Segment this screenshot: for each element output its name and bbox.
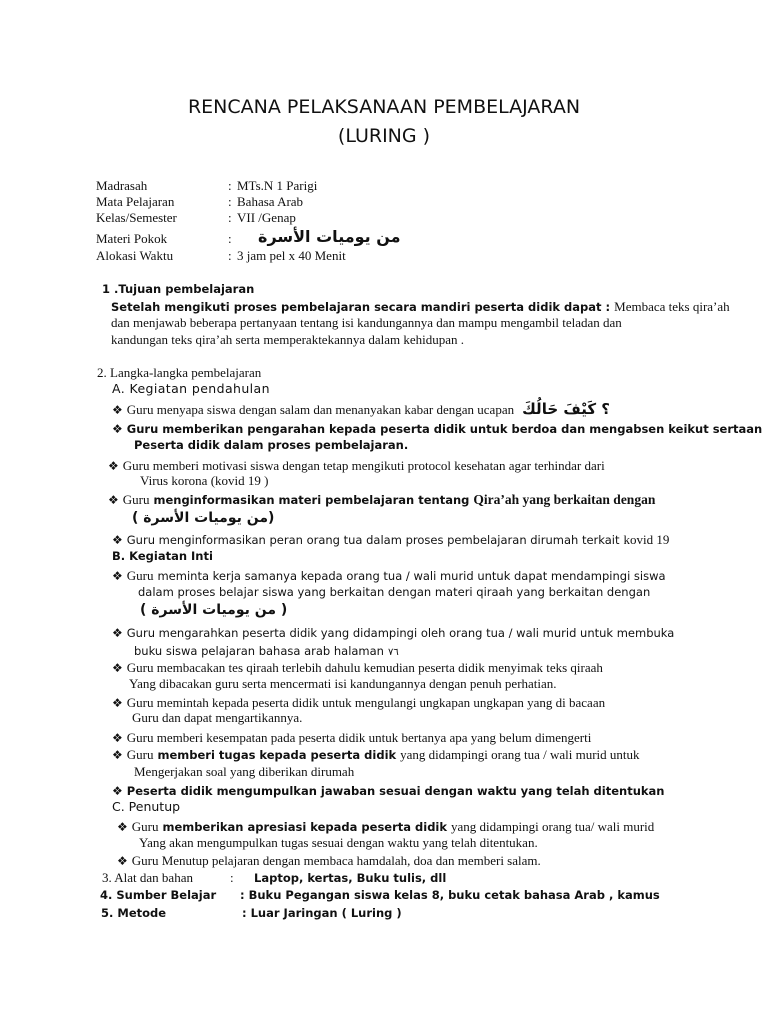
item-text-qiraah: Qira’ah yang berkaitan dengan: [473, 492, 656, 507]
item-text: menginformasikan materi pembelajaran tentang: [153, 493, 470, 507]
metode-value: : Luar Jaringan ( Luring ): [242, 906, 402, 920]
list-item: [112, 782, 664, 800]
info-colon: :: [228, 178, 232, 193]
item-text-rest: yang didampingi orang tua/ wali murid: [451, 819, 655, 834]
item-text: memberikan apresiasi kepada peserta didik: [162, 820, 448, 834]
item-text-guru: Guru: [126, 568, 154, 583]
bullet-icon: ❖: [112, 661, 123, 675]
item-text: Guru memberi motivasi siswa dengan tetap mengikuti protocol kesehatan agar terhindar dari: [122, 458, 605, 473]
info-colon: :: [228, 231, 232, 246]
bullet-icon: ❖: [112, 748, 123, 762]
bullet-icon: ❖: [117, 820, 128, 834]
list-item: [108, 491, 655, 509]
document-title-line1: RENCANA PELAKSANAAN PEMBELAJARAN: [187, 96, 581, 118]
list-item: [112, 567, 666, 585]
item-text-continued: Guru dan dapat mengartikannya.: [132, 710, 303, 725]
bullet-icon: ❖: [112, 569, 123, 583]
tujuan-heading: 1 .Tujuan pembelajaran: [102, 282, 255, 296]
bullet-icon: ❖: [112, 422, 123, 436]
item-text: Guru menyapa siswa dengan salam dan menanyakan kabar dengan ucapan: [126, 402, 515, 417]
info-colon: :: [228, 194, 232, 209]
item-text-guru: Guru: [131, 819, 159, 834]
item-text: meminta kerja samanya kepada orang tua / wali murid untuk dapat mendampingi siswa: [157, 569, 666, 583]
arabic-materi: ( من يوميات الأسرة): [132, 510, 275, 526]
document-title-line2: (LURING ): [337, 125, 431, 147]
item-text: Guru menginformasikan peran orang tua dalam proses pembelajaran dirumah terkait: [126, 533, 620, 547]
list-item: [112, 729, 591, 747]
tujuan-lead: Setelah mengikuti proses pembelajaran secara mandiri peserta didik dapat :: [111, 300, 611, 314]
penutup-heading: C. Penutup: [112, 799, 181, 814]
metode-label: 5. Metode: [101, 906, 167, 920]
item-text: Guru memberi kesempatan pada peserta didik untuk bertanya apa yang belum dimengerti: [126, 730, 592, 745]
info-value-materi: من يوميات الأسرة: [258, 227, 401, 246]
bullet-icon: ❖: [112, 533, 123, 547]
item-text: Guru mengarahkan peserta didik yang didampingi oleh orang tua / wali murid untuk membuka: [126, 626, 675, 640]
info-value-alokasi: 3 jam pel x 40 Menit: [237, 248, 346, 263]
bullet-icon: ❖: [112, 784, 123, 798]
item-text-end: kovid 19: [623, 532, 670, 547]
info-colon: :: [228, 210, 232, 225]
list-item: [117, 818, 654, 836]
info-value-kelas: VII /Genap: [237, 210, 296, 225]
page-number: ٧٦: [387, 647, 399, 658]
item-text-rest: yang didampingi orang tua / wali murid untuk: [400, 747, 640, 762]
item-text: buku siswa pelajaran bahasa arab halaman: [134, 644, 384, 658]
info-label-materi: Materi Pokok: [96, 231, 168, 246]
item-text-continued: Mengerjakan soal yang diberikan dirumah: [134, 764, 355, 779]
sumber-value: : Buku Pegangan siswa kelas 8, buku cetak bahasa Arab , kamus: [240, 888, 660, 902]
item-text-continued: Yang dibacakan guru serta mencermati isi kandungannya dengan penuh perhatian.: [129, 676, 557, 691]
list-item: [117, 852, 541, 870]
list-item: [112, 746, 640, 764]
info-label-mapel: Mata Pelajaran: [96, 194, 175, 209]
item-text: Peserta didik mengumpulkan jawaban sesuai dengan waktu yang telah ditentukan: [126, 784, 665, 798]
list-item: [112, 624, 674, 642]
item-text-guru: Guru: [122, 492, 150, 507]
item-text-continued: Peserta didik dalam proses pembelajaran.: [134, 438, 409, 452]
bullet-icon: ❖: [112, 696, 123, 710]
item-text-continued: Virus korona (kovid 19 ): [140, 473, 269, 488]
bullet-icon: ❖: [112, 731, 123, 745]
kegiatan-inti-heading: B. Kegiatan Inti: [112, 549, 213, 563]
arabic-greeting: ؟ كَيْفَ حَالُكَ: [522, 400, 610, 418]
item-text-continued: Yang akan mengumpulkan tugas sesuai dengan waktu yang telah ditentukan.: [139, 835, 538, 850]
item-text: memberi tugas kepada peserta didik: [157, 748, 397, 762]
info-label-kelas: Kelas/Semester: [96, 210, 177, 225]
item-text: Guru memberikan pengarahan kepada peserta didik untuk berdoa dan mengabsen keikut sertaan: [126, 422, 763, 436]
arabic-materi: ( من يوميات الأسرة ): [140, 602, 288, 618]
alat-colon: :: [230, 870, 234, 885]
list-item: [112, 659, 603, 677]
item-text: Guru memintah kepada peserta didik untuk mengulangi ungkapan ungkapan yang di bacaan: [126, 695, 606, 710]
list-item: [112, 400, 610, 419]
tujuan-line1: [111, 298, 730, 316]
item-text-continued: dalam proses belajar siswa yang berkaitan dengan materi qiraah yang berkaitan dengan: [138, 585, 651, 599]
list-item: [112, 420, 762, 438]
langkah-heading: 2. Langka-langka pembelajaran: [97, 365, 262, 380]
item-text: Guru membacakan tes qiraah terlebih dahulu kemudian peserta didik menyimak teks qiraah: [126, 660, 603, 675]
tujuan-line2: dan menjawab beberapa pertanyaan tentang isi kandungannya dan mampu mengambil teladan dan: [111, 315, 622, 330]
alat-value: Laptop, kertas, Buku tulis, dll: [254, 871, 447, 885]
item-text-continued: [134, 642, 399, 660]
kegiatan-pendahuluan-heading: A. Kegiatan pendahulan: [112, 381, 270, 396]
item-text-guru: Guru: [126, 747, 154, 762]
tujuan-text1: Membaca teks qira’ah: [614, 299, 730, 314]
info-colon: :: [228, 248, 232, 263]
tujuan-line3: kandungan teks qira’ah serta memperaktekannya dalam kehidupan .: [111, 332, 465, 347]
info-label-madrasah: Madrasah: [96, 178, 148, 193]
bullet-icon: ❖: [117, 854, 128, 868]
list-item: [112, 531, 669, 549]
info-label-alokasi: Alokasi Waktu: [96, 248, 174, 263]
bullet-icon: ❖: [112, 626, 123, 640]
bullet-icon: ❖: [108, 459, 119, 473]
bullet-icon: ❖: [112, 403, 123, 417]
info-value-madrasah: MTs.N 1 Parigi: [237, 178, 318, 193]
item-text: Guru Menutup pelajaran dengan membaca hamdalah, doa dan memberi salam.: [131, 853, 541, 868]
bullet-icon: ❖: [108, 493, 119, 507]
info-value-mapel: Bahasa Arab: [237, 194, 304, 209]
alat-label: 3. Alat dan bahan: [102, 870, 193, 885]
sumber-label: 4. Sumber Belajar: [100, 888, 217, 902]
